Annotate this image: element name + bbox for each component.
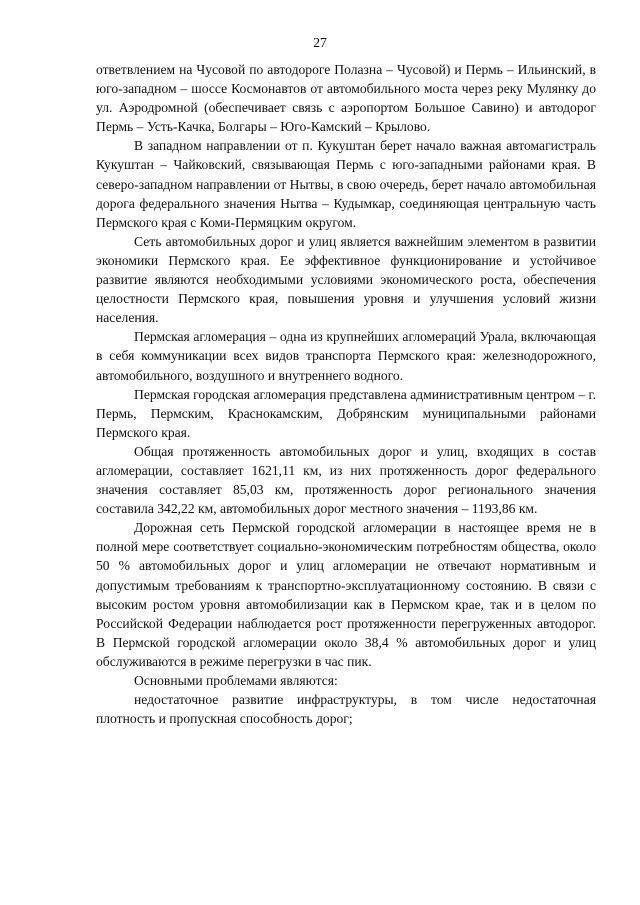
page-number: 27 [313,35,327,50]
paragraph: Сеть автомобильных дорог и улиц является важнейшим элементом в развитии экономики Пермского края. Ее эффективное функционирование и устойчивое развитие являются необходимыми условиями экономического роста, обеспечения целостности Пермского края, повышения уровня и улучшения условий жизни населения. [96,233,596,326]
paragraph: Общая протяженность автомобильных дорог и улиц, входящих в состав агломерации, составляет 1621,11 км, из них протяженность дорог федерального значения составляет 85,03 км, протяженность дорог регионального значения составила 342,22 км, автомобильных дорог местного значения – 1193,86 км. [96,443,596,517]
paragraph: Пермская агломерация – одна из крупнейших агломераций Урала, включающая в себя коммуникации всех видов транспорта Пермского края: железнодорожного, автомобильного, воздушного и внутреннего водного. [96,329,596,383]
paragraph: Пермская городская агломерация представлена административным центром – г. Пермь, Пермским, Краснокамским, Добрянским муниципальными районами Пермского края. [96,386,596,440]
paragraph: ответвлением на Чусовой по автодороге Полазна – Чусовой) и Пермь – Ильинский, в юго-западном – шоссе Космонавтов от автомобильного моста через реку Мулянку до ул. Аэродромной (обеспечивает связь с аэропортом Большое Савино) и автодорог Пермь – Усть-Качка, Болгары – Юго-Камский – Крылово. [96,62,596,135]
paragraph: В западном направлении от п. Кукуштан берет начало важная автомагистраль Кукуштан – Чайковский, связывающая Пермь с юго-западными районами края. В северо-западном направлении от Нытвы, в свою очередь, берет начало автомобильная дорога федерального значения Нытва – Кудымкар, соединяющая центральную часть Пермского края с Коми-Пермяцким округом. [96,138,596,230]
paragraph: Дорожная сеть Пермской городской агломерации в настоящее время не в полной мере соответствует социально-экономическим потребностям общества, около 50 % автомобильных дорог и улиц агломерации не отвечают нормативным и допустимым требованиям к транспортно-эксплуатационному состоянию. В связи с высоким ростом уровня автомобилизации как в Пермском крае, так и в целом по Российской Федерации наблюдается рост протяженности перегруженных автодорог. В Пермской городской агломерации около 38,4 % автомобильных дорог и улиц обслуживаются в режиме перегрузки в час пик. [96,520,596,669]
paragraph: недостаточное развитие инфраструктуры, в том числе недостаточная плотность и пропускная способность дорог; [96,692,596,727]
paragraph: Основными проблемами являются: [134,673,338,688]
document-body [96,60,596,728]
